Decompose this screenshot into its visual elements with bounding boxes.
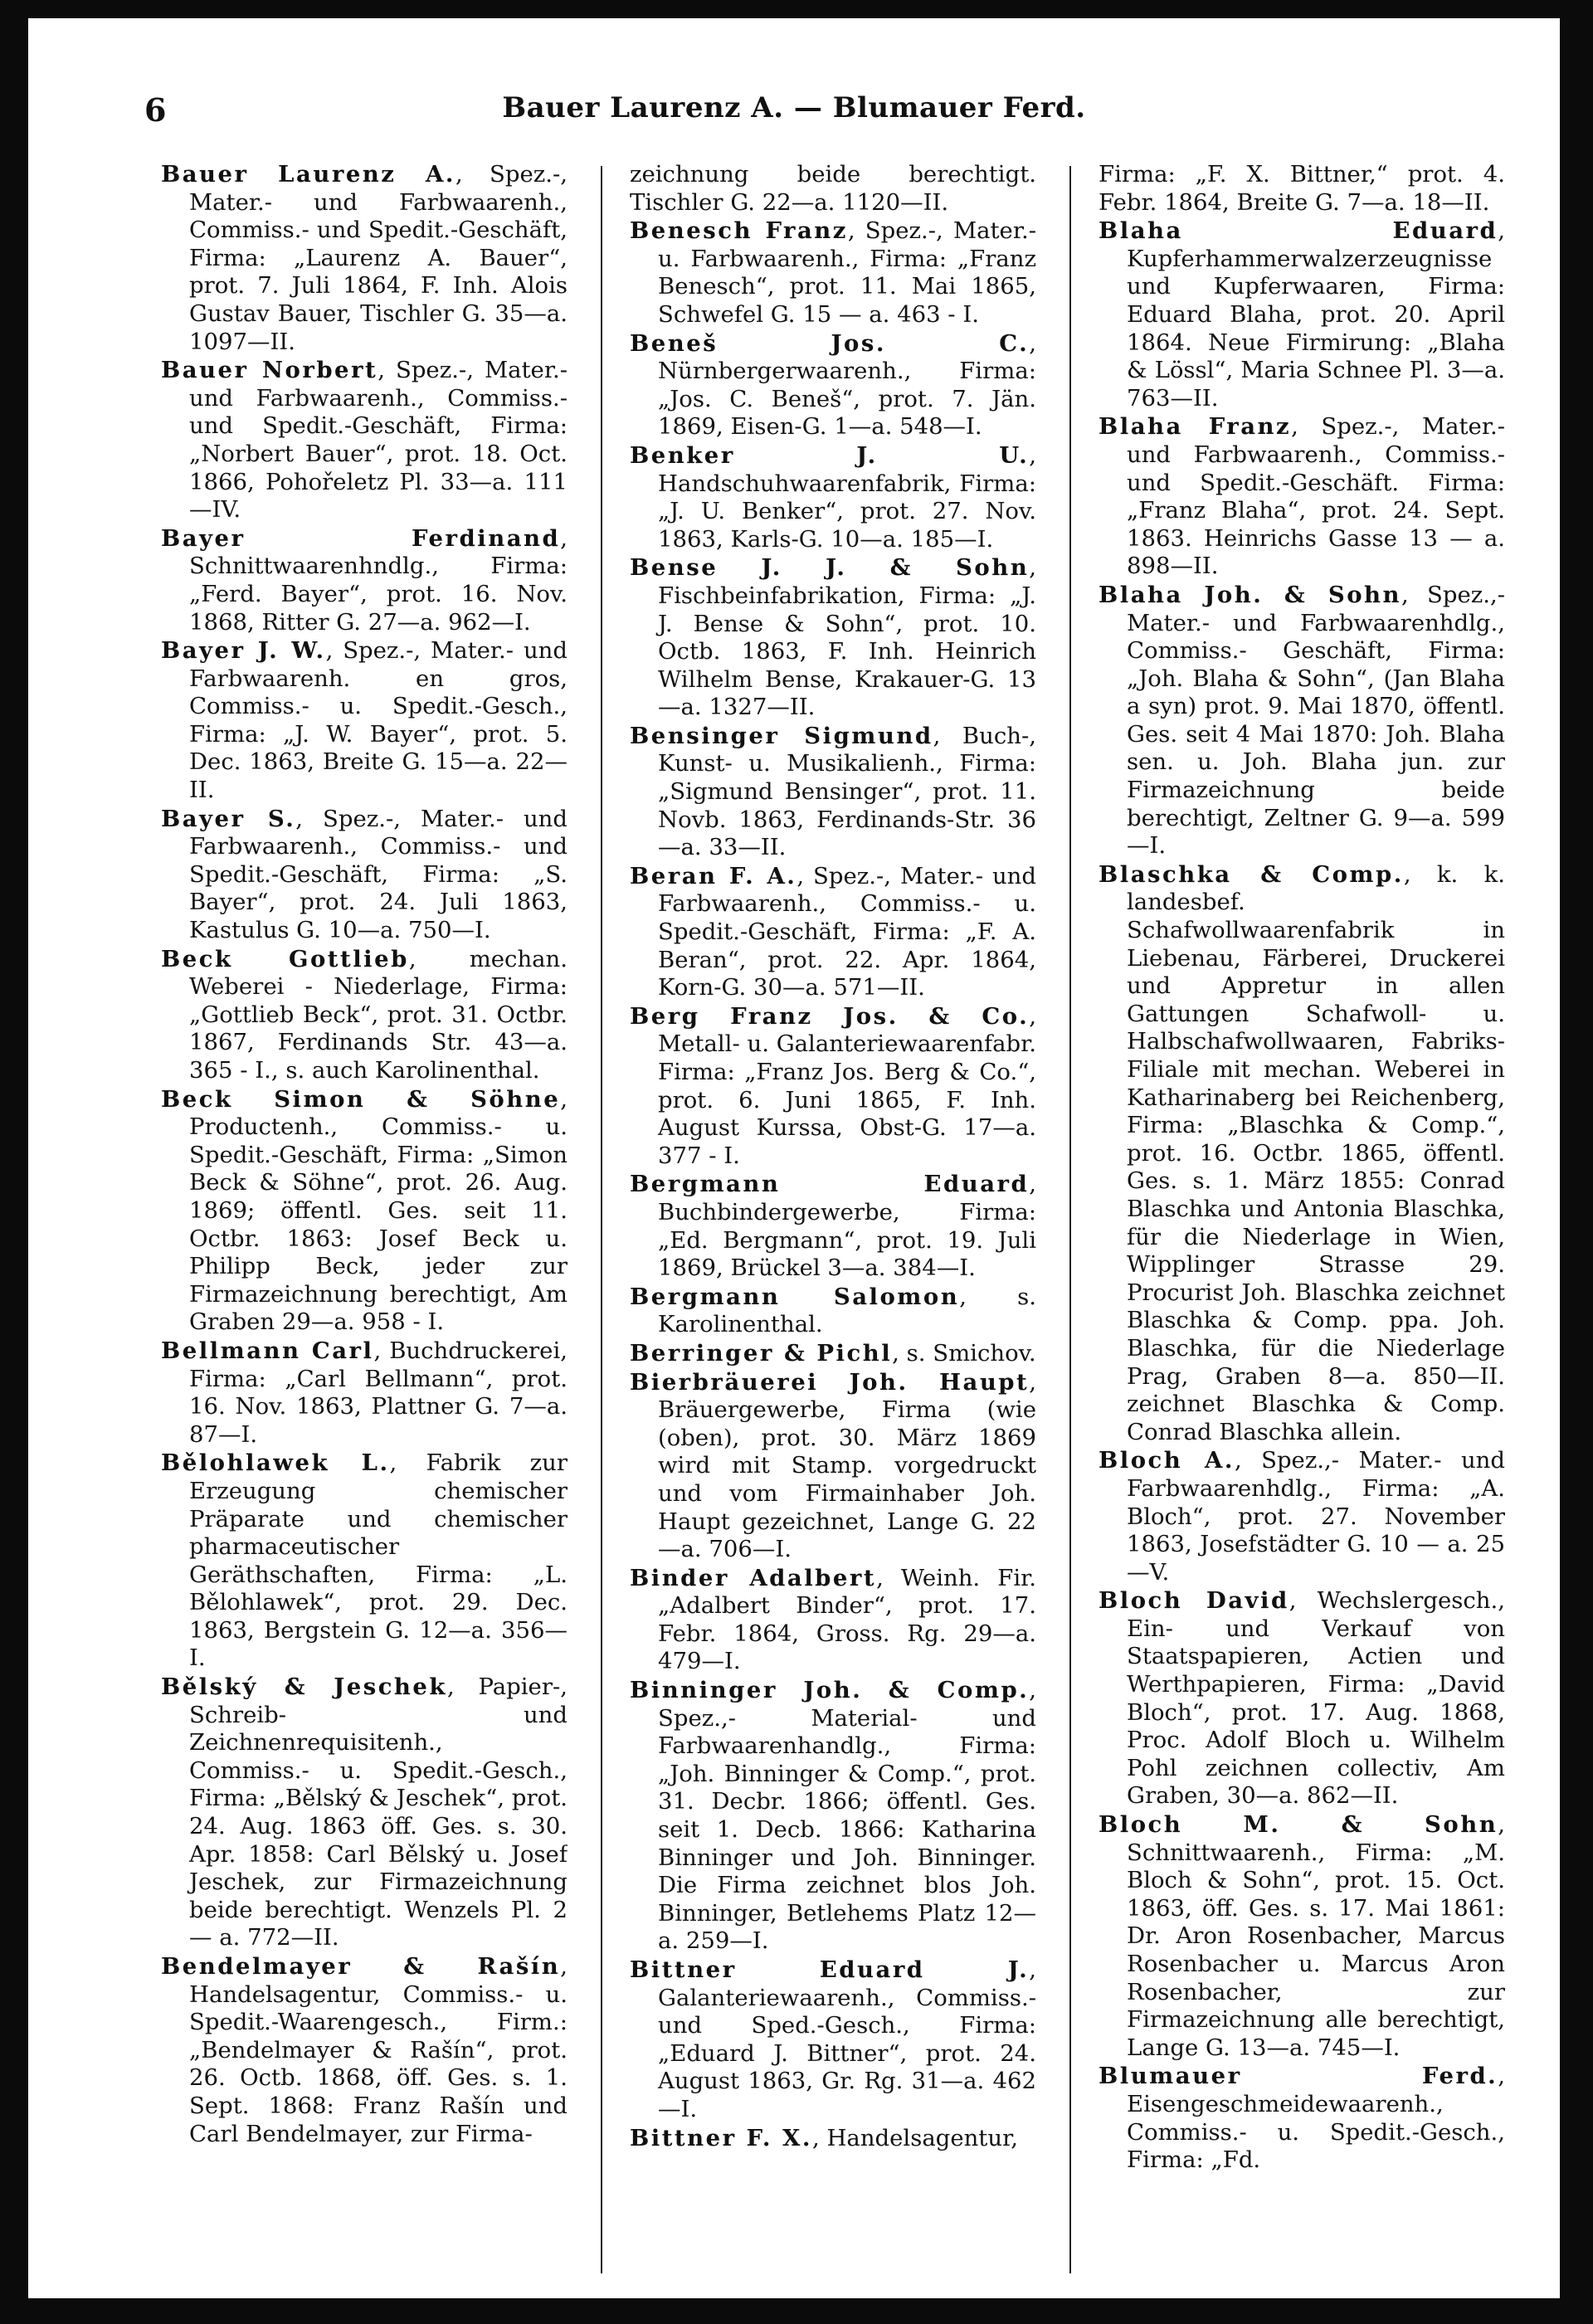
entry-text: , Galanteriewaarenh., Commiss.- und Sped.-Gesch., Firma: „Eduard J. Bittner“, prot. 24. August 1863, Gr. Rg. 31—a. 462—I. (658, 1956, 1036, 2122)
entry-text: , Papier-, Schreib- und Zeichnenrequisitenh., Commiss.- u. Spedit.-Gesch., Firma: „Bělský & Jeschek“, prot. 24. Aug. 1863 öff. Ges. s. 30. Apr. 1858: Carl Bělský u. Josef Jeschek, zur Firmazeichnung beide berechtigt. Wenzels Pl. 2 — a. 772—II. (189, 1674, 568, 1951)
entry-text: , Spez.-, Mater.- und Farbwaarenh., Commiss.- und Spedit.-Geschäft, Firma: „Laurenz A. Bauer“, prot. 7. Juli 1864, F. Inh. Alois Gustav Bauer, Tischler G. 35—a. 1097—II. (189, 161, 568, 355)
entry-name: Bauer Norbert (161, 357, 378, 384)
directory-entry (161, 525, 568, 636)
page-number: 6 (144, 91, 167, 129)
entry-name: Bloch M. & Sohn (1099, 1811, 1498, 1839)
entry-name: Bellmann Carl (161, 1337, 374, 1364)
entry-name: Binder Adalbert (630, 1564, 877, 1591)
directory-entry (1099, 1447, 1505, 1586)
directory-entry (1099, 582, 1505, 860)
directory-entry (1099, 217, 1505, 412)
entry-text: , Wechslergesch., Ein- und Verkauf von Staatspapieren, Actien und Werthpapieren, Firma: „David Bloch“, prot. 17. Aug. 1868, Proc. Adolf Bloch u. Wilhelm Pohl zeichnen collectiv, Am Graben, 30—a. 862—II. (1127, 1587, 1505, 1810)
entry-name: Blaha Joh. & Sohn (1099, 581, 1402, 608)
entry-text: , Bräuergewerbe, Firma (wie (oben), prot. 30. März 1869 wird mit Stamp. vorgedruckt und vom Firmainhaber Joh. Haupt gezeichnet, Lange G. 22—a. 706—I. (658, 1368, 1036, 1563)
directory-page (28, 18, 1560, 2298)
directory-entry (161, 806, 568, 945)
entry-name: Bloch A. (1099, 1447, 1235, 1474)
entry-name: Bělský & Jeschek (161, 1674, 447, 1701)
entry-text: , Schnittwaarenhndlg., Firma: „Ferd. Bayer“, prot. 16. Nov. 1868, Ritter G. 27—a. 962—I. (189, 524, 568, 636)
entry-text: , Kupferhammerwalzerzeugnisse und Kupferwaaren, Firma: Eduard Blaha, prot. 20. April 1864. Neue Firmirung: „Blaha & Lössl“, Maria Schnee Pl. 3—a. 763—II. (1127, 217, 1505, 412)
directory-entry (630, 442, 1036, 553)
entry-name: Blaha Eduard (1099, 217, 1498, 245)
entry-text: , Buchbindergewerbe, Firma: „Ed. Bergmann“, prot. 19. Juli 1869, Brückel 3—a. 384—I. (658, 1171, 1036, 1282)
directory-entry (1099, 1811, 1505, 2062)
entry-text: , Buchdruckerei, Firma: „Carl Bellmann“, prot. 16. Nov. 1863, Plattner G. 7—a. 87—I. (189, 1337, 568, 1448)
entry-text: , Handelsagentur, Commiss.- u. Spedit.-Waarengesch., Firm.: „Bendelmayer & Rašín“, prot. 26. Octb. 1868, öff. Ges. s. 1. Sept. 1868: Franz Rašín und Carl Bendelmayer, zur Firma- (189, 1953, 568, 2147)
entry-text: , Spez.-, Mater.- und Farbwaarenh., Commiss.- u. Spedit.-Geschäft, Firma: „F. A. Beran“, prot. 22. Apr. 1864, Korn-G. 30—a. 571—II. (658, 862, 1036, 1001)
directory-entry (630, 554, 1036, 722)
directory-entry (161, 1674, 568, 1952)
entry-name: Bergmann Eduard (630, 1171, 1030, 1198)
entry-name: Berg Franz Jos. & Co. (630, 1002, 1030, 1030)
entry-name: Bendelmayer & Rašín (161, 1953, 561, 1980)
entry-text: , s. Smichov. (892, 1339, 1036, 1367)
entry-name: Bittner Eduard J. (630, 1956, 1030, 1983)
entry-text: , mechan. Weberei - Niederlage, Firma: „Gottlieb Beck“, prot. 31. Octbr. 1867, Ferdinands Str. 43—a. 365 - I., s. auch Karolinenthal. (189, 945, 568, 1084)
entry-name: Bergmann Salomon (630, 1283, 960, 1310)
entry-name: Beck Gottlieb (161, 945, 409, 972)
entry-text: , Schnittwaarenh., Firma: „M. Bloch & Sohn“, prot. 15. Oct. 1863, öff. Ges. s. 17. Mai 1861: Dr. Aron Rosenbacher, Marcus Rosenbacher u. Marcus Aron Rosenbacher, zur Firmazeichnung alle berechtigt, Lange G. 13—a. 745—I. (1127, 1811, 1505, 2061)
directory-entry (630, 2125, 1036, 2153)
entry-text: , Spez.-, Mater.- u. Farbwaarenh., Firma: „Franz Benesch“, prot. 11. Mai 1865, Schwefel G. 15 — a. 463 - I. (658, 217, 1036, 328)
entry-name: Bloch David (1099, 1587, 1289, 1615)
column-rule (601, 166, 602, 2273)
entry-name: Berringer & Pichl (630, 1339, 893, 1367)
directory-entry (1099, 413, 1505, 581)
directory-entry (161, 1449, 568, 1673)
entry-text: , Spez.-, Mater.- und Farbwaarenh., Commiss.- und Spedit.-Geschäft, Firma: „Norbert Bauer“, prot. 18. Oct. 1866, Pohořeletz Pl. 33—a. 111—IV. (189, 357, 568, 524)
directory-entry (630, 1677, 1036, 1956)
entry-text: , k. k. landesbef. Schafwollwaarenfabrik in Liebenau, Färberei, Druckerei und Appretur in allen Gattungen Schafwoll- u. Halbschafwollwaaren, Fabriks-Filiale mit mechan. Weberei in Katharinaberg bei Reichenberg, Firma: „Blaschka & Comp.“, prot. 16. Octbr. 1865, öffentl. Ges. s. 1. März 1855: Conrad Blaschka und Antonia Blaschka, für die Niederlage in Wien, Wipplinger Strasse 29. Procurist Joh. Blaschka zeichnet Blaschka & Comp. ppa. Joh. Blaschka, für die Niederlage Prag, Graben 8—a. 850—II. zeichnet Blaschka & Comp. Conrad Blaschka allein. (1127, 860, 1505, 1445)
entry-name: Beran F. A. (630, 862, 797, 889)
directory-entry (630, 1003, 1036, 1171)
entry-name: Binninger Joh. & Comp. (630, 1677, 1030, 1704)
directory-entry (630, 161, 1036, 217)
directory-entry (1099, 1587, 1505, 1810)
entry-text: , Spez.,- Mater.- und Farbwaarenhdlg., Firma: „A. Bloch“, prot. 27. November 1863, Josefstädter G. 10 — a. 25—V. (1127, 1447, 1505, 1586)
entry-text: , Productenh., Commiss.- u. Spedit.-Geschäft, Firma: „Simon Beck & Söhne“, prot. 26. Aug. 1869; öffentl. Ges. seit 11. Octbr. 1863: Josef Beck u. Philipp Beck, jeder zur Firmazeichnung berechtigt, Am Graben 29—a. 958 - I. (189, 1085, 568, 1336)
directory-entry (630, 1171, 1036, 1282)
directory-entry (161, 1337, 568, 1449)
entry-name: Blaschka & Comp. (1099, 860, 1404, 888)
directory-entry (1099, 2063, 1505, 2174)
entry-name: Bělohlawek L. (161, 1449, 390, 1477)
entry-name: Bierbräuerei Joh. Haupt (630, 1368, 1030, 1396)
directory-entry (161, 946, 568, 1085)
entry-name: Bensinger Sigmund (630, 722, 933, 749)
column-1 (161, 161, 568, 2285)
directory-entry (1099, 861, 1505, 1446)
entry-text: Firma: „F. X. Bittner,“ prot. 4. Febr. 1864, Breite G. 7—a. 18—II. (1099, 161, 1505, 216)
entry-text: , Handelsagentur, (811, 2124, 1018, 2151)
page-header (28, 91, 1560, 141)
directory-entry (630, 1565, 1036, 1676)
entry-columns (161, 161, 1513, 2285)
entry-text: , Fabrik zur Erzeugung chemischer Präparate und chemischer pharmaceutischer Geräthschaften, Firma: „L. Bělohlawek“, prot. 29. Dec. 1863, Bergstein G. 12—a. 356—I. (189, 1449, 568, 1672)
directory-entry (630, 1340, 1036, 1368)
entry-name: Benker J. U. (630, 441, 1030, 469)
entry-text: , Buch-, Kunst- u. Musikalienh., Firma: „Sigmund Bensinger“, prot. 11. Novb. 1863, Ferdinands-Str. 36—a. 33—II. (658, 722, 1036, 861)
entry-text: , Weinh. Fir. „Adalbert Binder“, prot. 17. Febr. 1864, Gross. Rg. 29—a. 479—I. (658, 1564, 1036, 1675)
directory-entry (630, 1956, 1036, 2124)
directory-entry (161, 637, 568, 805)
entry-text: , Spez.,- Material- und Farbwaarenhandlg., Firma: „Joh. Binninger & Comp.“, prot. 31. Decbr. 1866; öffentl. Ges. seit 1. Decb. 1866: Katharina Binninger und Joh. Binninger. Die Firma zeichnet blos Joh. Binninger, Betlehems Platz 12—a. 259—I. (658, 1677, 1036, 1955)
column-3 (1099, 161, 1505, 2285)
entry-text: , Metall- u. Galanteriewaarenfabr. Firma: „Franz Jos. Berg & Co.“, prot. 6. Juni 1865, F. Inh. August Kurssa, Obst-G. 17—a. 377 - I. (658, 1002, 1036, 1169)
entry-name: Bayer Ferdinand (161, 524, 561, 552)
entry-text: , Fischbeinfabrikation, Firma: „J. J. Bense & Sohn“, prot. 10. Octb. 1863, F. Inh. Heinrich Wilhelm Bense, Krakauer-G. 13—a. 1327—II. (658, 554, 1036, 721)
entry-name: Blaha Franz (1099, 413, 1292, 441)
directory-entry (630, 1284, 1036, 1339)
entry-name: Blumauer Ferd. (1099, 2063, 1498, 2090)
directory-entry (161, 1086, 568, 1337)
directory-entry (1099, 161, 1505, 217)
entry-name: Benesch Franz (630, 217, 848, 245)
directory-entry (161, 1953, 568, 2148)
entry-text: , Eisengeschmeidewaarenh., Commiss.- u. Spedit.-Gesch., Firma: „Fd. (1127, 2063, 1505, 2174)
entry-text: , Spez.-, Mater.- und Farbwaarenh., Commiss.- und Spedit.-Geschäft. Firma: „Franz Blaha“, prot. 24. Sept. 1863. Heinrichs Gasse 13 — a. 898—II. (1127, 413, 1505, 580)
entry-name: Bense J. J. & Sohn (630, 554, 1030, 582)
entry-name: Bayer J. W. (161, 637, 326, 665)
directory-entry (630, 217, 1036, 329)
directory-entry (161, 357, 568, 524)
entry-text: , Spez.,- Mater.- und Farbwaarenhdlg., Commiss.- Geschäft, Firma: „Joh. Blaha & Sohn“, (Jan Blaha a syn) prot. 9. Mai 1870, öffentl. Ges. seit 4 Mai 1870: Joh. Blaha sen. u. Joh. Blaha jun. zur Firmazeichnung beide berechtigt, Zeltner G. 9—a. 599—I. (1127, 581, 1505, 860)
entry-text: zeichnung beide berechtigt. Tischler G. 22—a. 1120—II. (630, 161, 1036, 216)
directory-entry (630, 330, 1036, 441)
entry-name: Beck Simon & Söhne (161, 1085, 561, 1113)
entry-text: , Handschuhwaarenfabrik, Firma: „J. U. Benker“, prot. 27. Nov. 1863, Karls-G. 10—a. 185—I. (658, 441, 1036, 553)
column-2 (630, 161, 1036, 2285)
directory-entry (630, 1369, 1036, 1564)
directory-entry (161, 161, 568, 356)
entry-name: Bittner F. X. (630, 2124, 812, 2151)
entry-text: , Spez.-, Mater.- und Farbwaarenh., Commiss.- und Spedit.-Geschäft, Firma: „S. Bayer“, prot. 24. Juli 1863, Kastulus G. 10—a. 750—I. (189, 805, 568, 944)
entry-name: Bauer Laurenz A. (161, 161, 455, 188)
entry-text: , s. Karolinenthal. (658, 1283, 1036, 1338)
entry-name: Beneš Jos. C. (630, 329, 1030, 357)
column-rule (1069, 166, 1071, 2273)
running-head: Bauer Laurenz A. — Blumauer Ferd. (502, 91, 1086, 124)
directory-entry (630, 723, 1036, 862)
directory-entry (630, 863, 1036, 1002)
entry-text: , Nürnbergerwaarenh., Firma: „Jos. C. Beneš“, prot. 7. Jän. 1869, Eisen-G. 1—a. 548—I. (658, 329, 1036, 441)
entry-text: , Spez.-, Mater.- und Farbwaarenh. en gros, Commiss.- u. Spedit.-Gesch., Firma: „J. W. Bayer“, prot. 5. Dec. 1863, Breite G. 15—a. 22—II. (189, 637, 568, 804)
entry-name: Bayer S. (161, 805, 296, 832)
